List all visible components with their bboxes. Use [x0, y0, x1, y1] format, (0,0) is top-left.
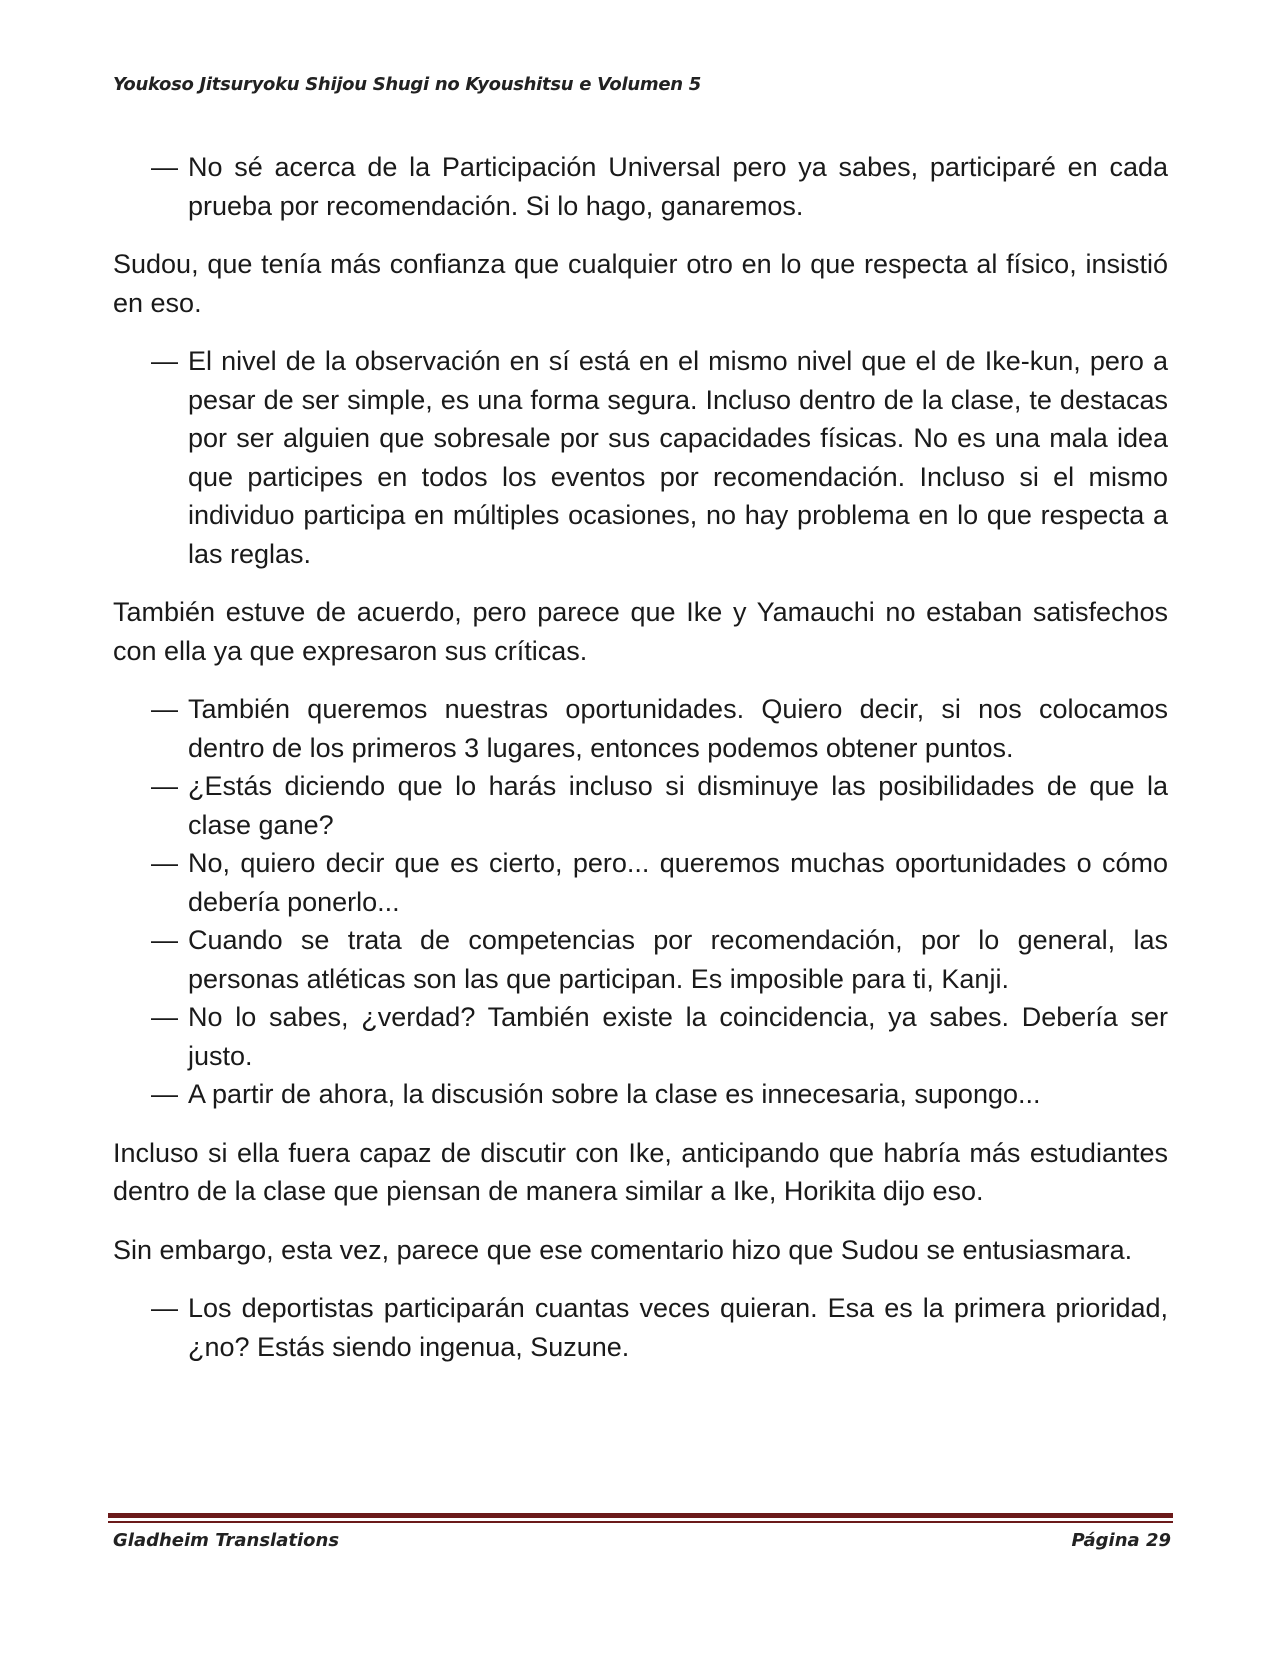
dialogue-text: Los deportistas participarán cuantas veces quieran. Esa es la primera prioridad, ¿no? Estás siendo ingenua, Suzune.	[188, 1293, 1168, 1362]
book-title: Youkoso Jitsuryoku Shijou Shugi no Kyoushitsu e Volumen 5	[113, 74, 701, 95]
page-number: Página 29	[1071, 1530, 1171, 1551]
dialogue-text: No, quiero decir que es cierto, pero... queremos muchas oportunidades o cómo debería ponerlo...	[188, 848, 1168, 917]
narration-paragraph: Sudou, que tenía más confianza que cualquier otro en lo que respecta al físico, insistió en eso.	[113, 249, 1168, 318]
narration-paragraph: Incluso si ella fuera capaz de discutir con Ike, anticipando que habría más estudiantes dentro de la clase que piensan de manera similar a Ike, Horikita dijo eso.	[113, 1137, 1168, 1206]
page-header	[113, 74, 1173, 95]
footer-divider	[108, 1513, 1173, 1523]
dialogue-line	[113, 148, 1168, 225]
em-dash: —	[151, 925, 178, 955]
dialogue-text: El nivel de la observación en sí está en el mismo nivel que el de Ike-kun, pero a pesar de ser simple, es una forma segura. Incluso dentro de la clase, te destacas por ser alguien que sobresale por sus capacidades físicas. No es una mala idea que participes en todos los eventos por recomendación. Incluso si el mismo individuo participa en múltiples ocasiones, no hay problema en lo que respecta a las reglas.	[188, 346, 1168, 569]
dialogue-text: ¿Estás diciendo que lo harás incluso si disminuye las posibilidades de que la clase gane?	[188, 771, 1168, 840]
em-dash: —	[151, 1293, 178, 1323]
em-dash: —	[151, 1002, 178, 1032]
dialogue-block	[113, 148, 1168, 225]
dialogue-line	[113, 1075, 1168, 1114]
narration-paragraph: Sin embargo, esta vez, parece que ese comentario hizo que Sudou se entusiasmara.	[113, 1234, 1133, 1265]
narration-paragraph: También estuve de acuerdo, pero parece que Ike y Yamauchi no estaban satisfechos con ella ya que expresaron sus críticas.	[113, 597, 1168, 666]
dialogue-text: A partir de ahora, la discusión sobre la clase es innecesaria, supongo...	[188, 1079, 1041, 1109]
footer-rule-thin	[108, 1521, 1173, 1523]
dialogue-line	[113, 1289, 1168, 1366]
dialogue-text: No sé acerca de la Participación Universal pero ya sabes, participaré en cada prueba por recomendación. Si lo hago, ganaremos.	[188, 152, 1168, 221]
em-dash: —	[151, 848, 178, 878]
em-dash: —	[151, 152, 178, 182]
dialogue-block	[113, 342, 1168, 573]
em-dash: —	[151, 1079, 178, 1109]
dialogue-line	[113, 921, 1168, 998]
dialogue-block	[113, 1289, 1168, 1366]
dialogue-text: También queremos nuestras oportunidades. Quiero decir, si nos colocamos dentro de los primeros 3 lugares, entonces podemos obtener puntos.	[188, 694, 1168, 763]
dialogue-block	[113, 690, 1168, 1114]
translator-credit: Gladheim Translations	[113, 1530, 340, 1551]
dialogue-text: Cuando se trata de competencias por recomendación, por lo general, las personas atléticas son las que participan. Es imposible para ti, Kanji.	[188, 925, 1168, 994]
page-body	[113, 148, 1168, 1386]
em-dash: —	[151, 346, 178, 376]
dialogue-line	[113, 690, 1168, 767]
dialogue-line	[113, 342, 1168, 573]
dialogue-text: No lo sabes, ¿verdad? También existe la coincidencia, ya sabes. Debería ser justo.	[188, 1002, 1168, 1071]
em-dash: —	[151, 694, 178, 724]
dialogue-line	[113, 767, 1168, 844]
dialogue-line	[113, 844, 1168, 921]
dialogue-line	[113, 998, 1168, 1075]
em-dash: —	[151, 771, 178, 801]
